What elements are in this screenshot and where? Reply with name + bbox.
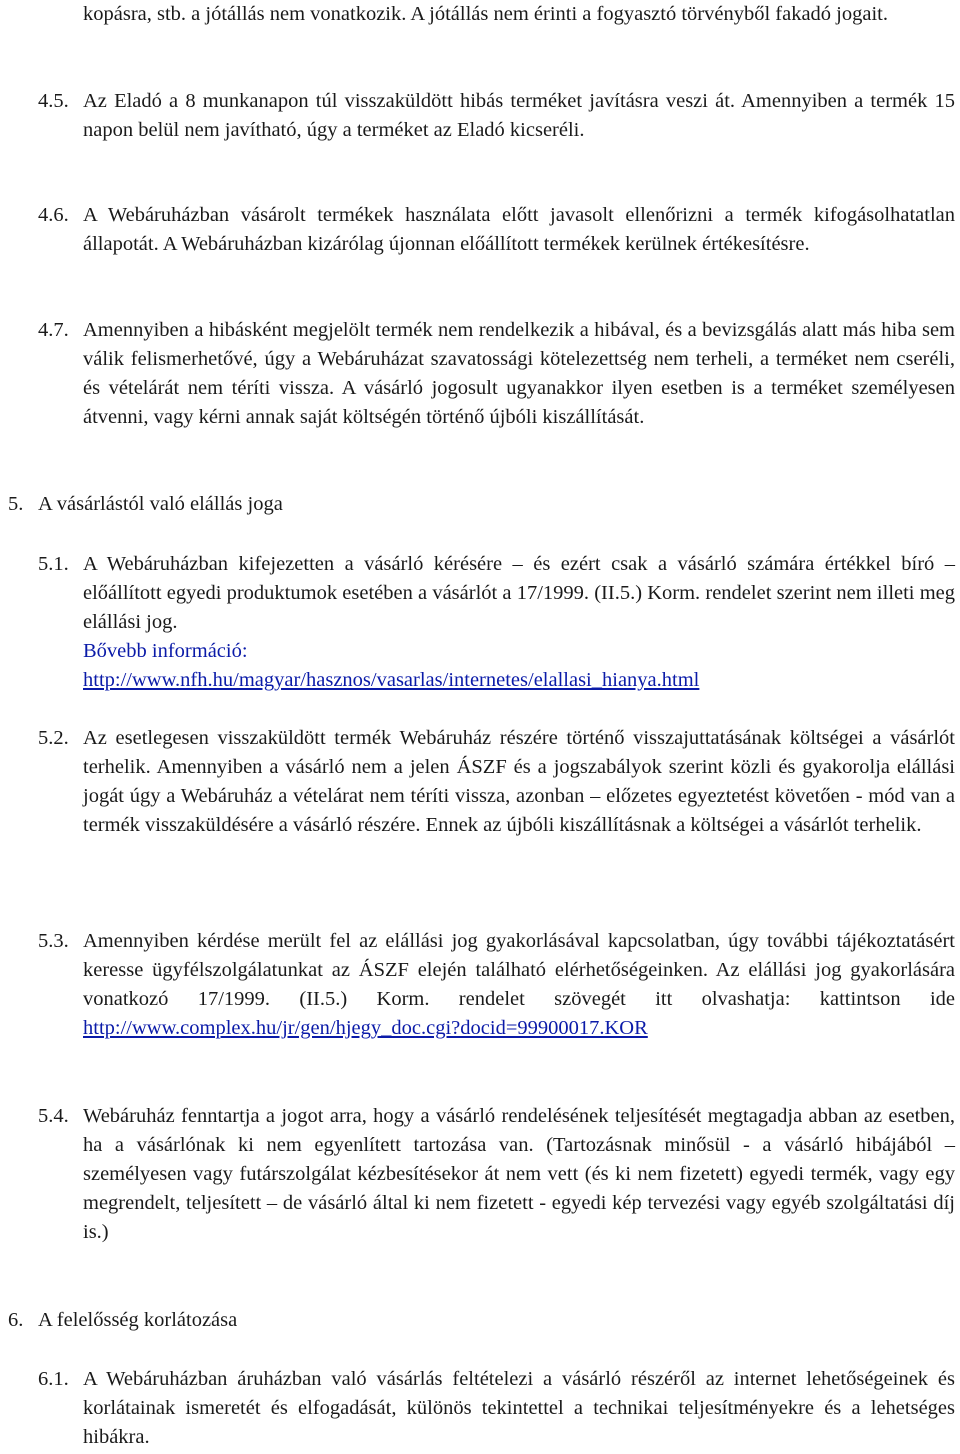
paragraph-text: Az Eladó a 8 munkanapon túl visszaküldött hibás terméket javításra veszi át. Amennyiben a termék 15 napon belül nem javítható, úgy a terméket az Eladó kicseréli. [83,90,955,141]
paragraph-number: 4.5. [38,90,69,112]
paragraph-text: Amennyiben a hibásként megjelölt termék nem rendelkezik a hibával, és a bevizsgálás alatt más hiba sem válik felismerhetővé, úgy a Webáruházat szavatossági kötelezettség nem terheli, a terméket nem cseréli, és vételárát nem téríti vissza. A vásárló jogosult ugyanakkor ilyen esetben is a terméket személyesen átvenni, vagy kérni annak saját költségén történő újbóli kiszállítását. [83,319,955,428]
paragraph-number: 5.4. [38,1105,69,1127]
more-info-label: Bővebb információ: [83,640,248,662]
paragraph-text: Az esetlegesen visszaküldött termék Webáruház részére történő visszajuttatásának költségei a vásárlót terhelik. Amennyiben a vásárló nem a jelen ÁSZF és a jogszabályok szerint közli és gyakorolja elállási jogát úgy a Webáruház a vételárat nem téríti vissza, azonban – előzetes egyeztetést követően - mód van a termék visszaküldésére a vásárló részére. Ennek az újbóli kiszállításnak a költségei a vásárlót terhelik. [83,727,955,836]
paragraph-text: A Webáruházban vásárolt termékek használata előtt javasolt ellenőrizni a termék kifogásolhatatlan állapotát. A Webáruházban kizárólag újonnan előállított termékek kerülnek értékesítésre. [83,204,955,255]
section-number: 5. [8,493,24,515]
paragraph-text: A Webáruházban áruházban való vásárlás feltételezi a vásárló részéről az internet lehetőségeinek és korlátainak ismeretét és elfogadását, különös tekintettel a technikai teljesítményekre és a lehetséges hibákra. [83,1368,955,1448]
paragraph-text: Amennyiben kérdése merült fel az elállási jog gyakorlásával kapcsolatban, úgy további tájékoztatásért keresse ügyfélszolgálatunkat az ÁSZF elején található elérhetőségeinken. Az elállási jog gyakorlására vonatkozó 17/1999. (II.5.) Korm. rendelet szövegét itt olvashatja: kattintson ide [83,930,955,1010]
paragraph-4-6 [83,201,955,259]
paragraph-text: kopásra, stb. a jótállás nem vonatkozik. A jótállás nem érinti a fogyasztó törvényből fakadó jogait. [83,3,888,25]
paragraph-text: A Webáruházban kifejezetten a vásárló kérésére – és ezért csak a vásárló számára értékkel bíró – előállított egyedi produktumok esetében a vásárlót a 17/1999. (II.5.) Korm. rendelet szerint nem illeti meg elállási jog. [83,553,955,633]
paragraph-4-5 [83,87,955,145]
section-title: A vásárlástól való elállás joga [38,493,283,515]
section-heading-6 [8,1306,237,1335]
paragraph-number: 4.6. [38,204,69,226]
paragraph-5-3 [83,927,955,1043]
paragraph-5-1 [83,550,955,695]
paragraph-5-2 [83,724,955,840]
section-number: 6. [8,1309,24,1331]
paragraph-continuation [83,0,955,29]
paragraph-number: 6.1. [38,1368,69,1390]
paragraph-5-4 [83,1102,955,1247]
paragraph-number: 4.7. [38,319,69,341]
paragraph-text: Webáruház fenntartja a jogot arra, hogy a vásárló rendelésének teljesítését megtagadja abban az esetben, ha a vásárlónak ki nem egyenlített tartozása van. (Tartozásnak minősül - a vásárló hibájából – személyesen vagy futárszolgálat kézbesítésekor át nem vett (és ki nem fizetett) egyedi termék, vagy egy megrendelt, teljesített – de vásárló által ki nem fizetett - egyedi kép tervezési vagy egyéb szolgáltatási díj is.) [83,1105,955,1243]
paragraph-number: 5.2. [38,727,69,749]
section-heading-5 [8,490,283,519]
paragraph-number: 5.3. [38,930,69,952]
nfh-link[interactable]: http://www.nfh.hu/magyar/hasznos/vasarlas/internetes/elallasi_hianya.html [83,669,700,691]
section-title: A felelősség korlátozása [38,1309,238,1331]
paragraph-6-1 [83,1365,955,1452]
complex-link[interactable]: http://www.complex.hu/jr/gen/hjegy_doc.cgi?docid=99900017.KOR [83,1017,648,1039]
paragraph-number: 5.1. [38,553,69,575]
paragraph-4-7 [83,316,955,432]
